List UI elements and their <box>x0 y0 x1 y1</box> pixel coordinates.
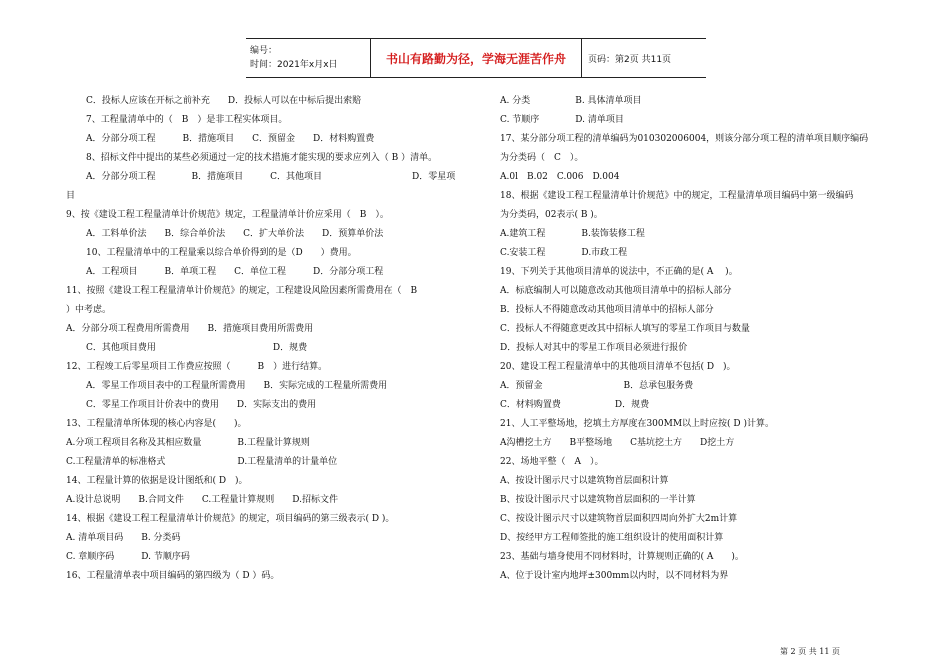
text-line: A．分部分项工程 B．措施项目 C．预留金 D．材料购置费 <box>86 134 375 144</box>
text-line: 17、某分部分项工程的清单编码为010302006004，则该分部分项工程的清单项目顺序编码 <box>500 134 869 144</box>
text-line: C. 章顺序码 D. 节顺序码 <box>66 552 190 562</box>
page-footer: 第 2 页 共 11 页 <box>780 647 840 656</box>
text-line: C．材料购置费 D．规费 <box>500 400 650 410</box>
text-line: A.建筑工程 B.装饰装修工程 <box>500 229 645 239</box>
text-line: 7、工程量清单中的（ B ）是非工程实体项目。 <box>86 115 288 125</box>
text-line: 18、根据《建设工程工程量清单计价规范》中的规定，工程量清单项目编码中第一级编码 <box>500 191 854 201</box>
text-line: A.分项工程项目名称及其相应数量 B.工程量计算规则 <box>66 438 310 448</box>
text-line: A．工程项目 B．单项工程 C．单位工程 D．分部分项工程 <box>86 267 384 277</box>
text-line: A. 清单项目码 B. 分类码 <box>66 533 181 543</box>
text-line: A．工料单价法 B．综合单价法 C．扩大单价法 D．预算单价法 <box>86 229 384 239</box>
text-line: A、位于设计室内地坪±300mm以内时，以不同材料为界 <box>500 571 729 581</box>
text-line: A．预留金 B．总承包服务费 <box>500 381 694 391</box>
text-line: 8、招标文件中提出的某些必须通过一定的技术措施才能实现的要求应列入（ B ）清单。 <box>86 153 438 163</box>
right-column <box>500 92 900 586</box>
time-line: 时间：2021年x月x日 <box>250 60 338 70</box>
text-line: C、按设计图示尺寸以建筑物首层面积四周向外扩大2m计算 <box>500 514 738 524</box>
text-line: A.设计总说明 B.合同文件 C.工程量计算规则 D.招标文件 <box>66 495 339 505</box>
text-line: 22、场地平整（ A ）。 <box>500 457 604 467</box>
text-line: A．分部分项工程 B．措施项目 C．其他项目 D．零星项 <box>86 172 456 182</box>
text-line: 12、工程竣工后零星项目工作费应按照（ B ）进行结算。 <box>66 362 328 372</box>
text-line: A沟槽挖土方 B平整场地 C基坑挖土方 D挖土方 <box>500 438 735 448</box>
text-line: C.安装工程 D.市政工程 <box>500 248 628 258</box>
text-line: 19、下列关于其他项目清单的说法中，不正确的是( A )。 <box>500 267 738 277</box>
text-line: A．零星工作项目表中的工程量所需费用 B．实际完成的工程量所需费用 <box>86 381 388 391</box>
text-line: A．标底编制人可以随意改动其他项目清单中的招标人部分 <box>500 286 732 296</box>
text-line: B．投标人不得随意改动其他项目清单中的招标人部分 <box>500 305 714 315</box>
text-line: C．投标人不得随意更改其中招标人填写的零星工作项目与数量 <box>500 324 750 334</box>
text-line: C．投标人应该在开标之前补充 D．投标人可以在中标后提出索赔 <box>86 96 362 106</box>
text-line: 14、根据《建设工程工程量清单计价规范》的规定，项目编码的第三级表示( D )。 <box>66 514 395 524</box>
text-line: 10、工程量清单中的工程量乘以综合单价得到的是（D ）费用。 <box>86 248 357 258</box>
text-line: 目 <box>66 191 76 201</box>
text-line: 20、建设工程工程量清单中的其他项目清单不包括( D )。 <box>500 362 736 372</box>
text-line: 9、按《建设工程工程量清单计价规范》规定，工程量清单计价应采用（ B ）。 <box>66 210 389 220</box>
text-line: C.工程量清单的标准格式 D.工程量清单的计量单位 <box>66 457 338 467</box>
left-column <box>66 92 472 586</box>
text-line: A.0l B.02 C.006 D.004 <box>500 172 620 182</box>
text-line: C. 节顺序 D. 清单项目 <box>500 115 624 125</box>
text-line: 16、工程量清单表中项目编码的第四级为（ D ）码。 <box>66 571 280 581</box>
header-page-label: 页码：第2页 共11页 <box>588 54 672 65</box>
text-line: A．分部分项工程费用所需费用 B．措施项目费用所需费用 <box>66 324 314 334</box>
text-line: C．零星工作项目计价表中的费用 D．实际支出的费用 <box>86 400 317 410</box>
text-line: 为分类码（ C ）。 <box>500 153 584 163</box>
text-line: A. 分类 B. 具体清单项目 <box>500 96 642 106</box>
text-line: 为分类码，02表示( B )。 <box>500 210 603 220</box>
header-info <box>246 39 371 77</box>
text-line: 13、工程量清单所体现的核心内容是( )。 <box>66 419 247 429</box>
text-line: D、按经甲方工程师签批的施工组织设计的使用面积计算 <box>500 533 724 543</box>
text-line: D．投标人对其中的零星工作项目必须进行报价 <box>500 343 688 353</box>
text-line: 23、基础与墙身使用不同材料时，计算规则正确的( A )。 <box>500 552 744 562</box>
text-line: C．其他项目费用 D．规费 <box>86 343 308 353</box>
text-line: 14、工程量计算的依据是设计图纸和( D )。 <box>66 476 248 486</box>
text-line: B、按设计图示尺寸以建筑物首层面积的一半计算 <box>500 495 696 505</box>
header-motto: 书山有路勤为径，学海无涯苦作舟 <box>371 39 582 77</box>
text-line: A、按设计图示尺寸以建筑物首层面积计算 <box>500 476 669 486</box>
number-label: 编号： <box>250 46 278 56</box>
page-header <box>246 38 706 78</box>
text-line: 11、按照《建设工程工程量清单计价规范》的规定，工程建设风险因素所需费用在（ B <box>66 286 418 296</box>
text-line: 21、人工平整场地，挖填土方厚度在300MM以上时应按( D )计算。 <box>500 419 775 429</box>
text-line: ）中考虑。 <box>66 305 112 315</box>
